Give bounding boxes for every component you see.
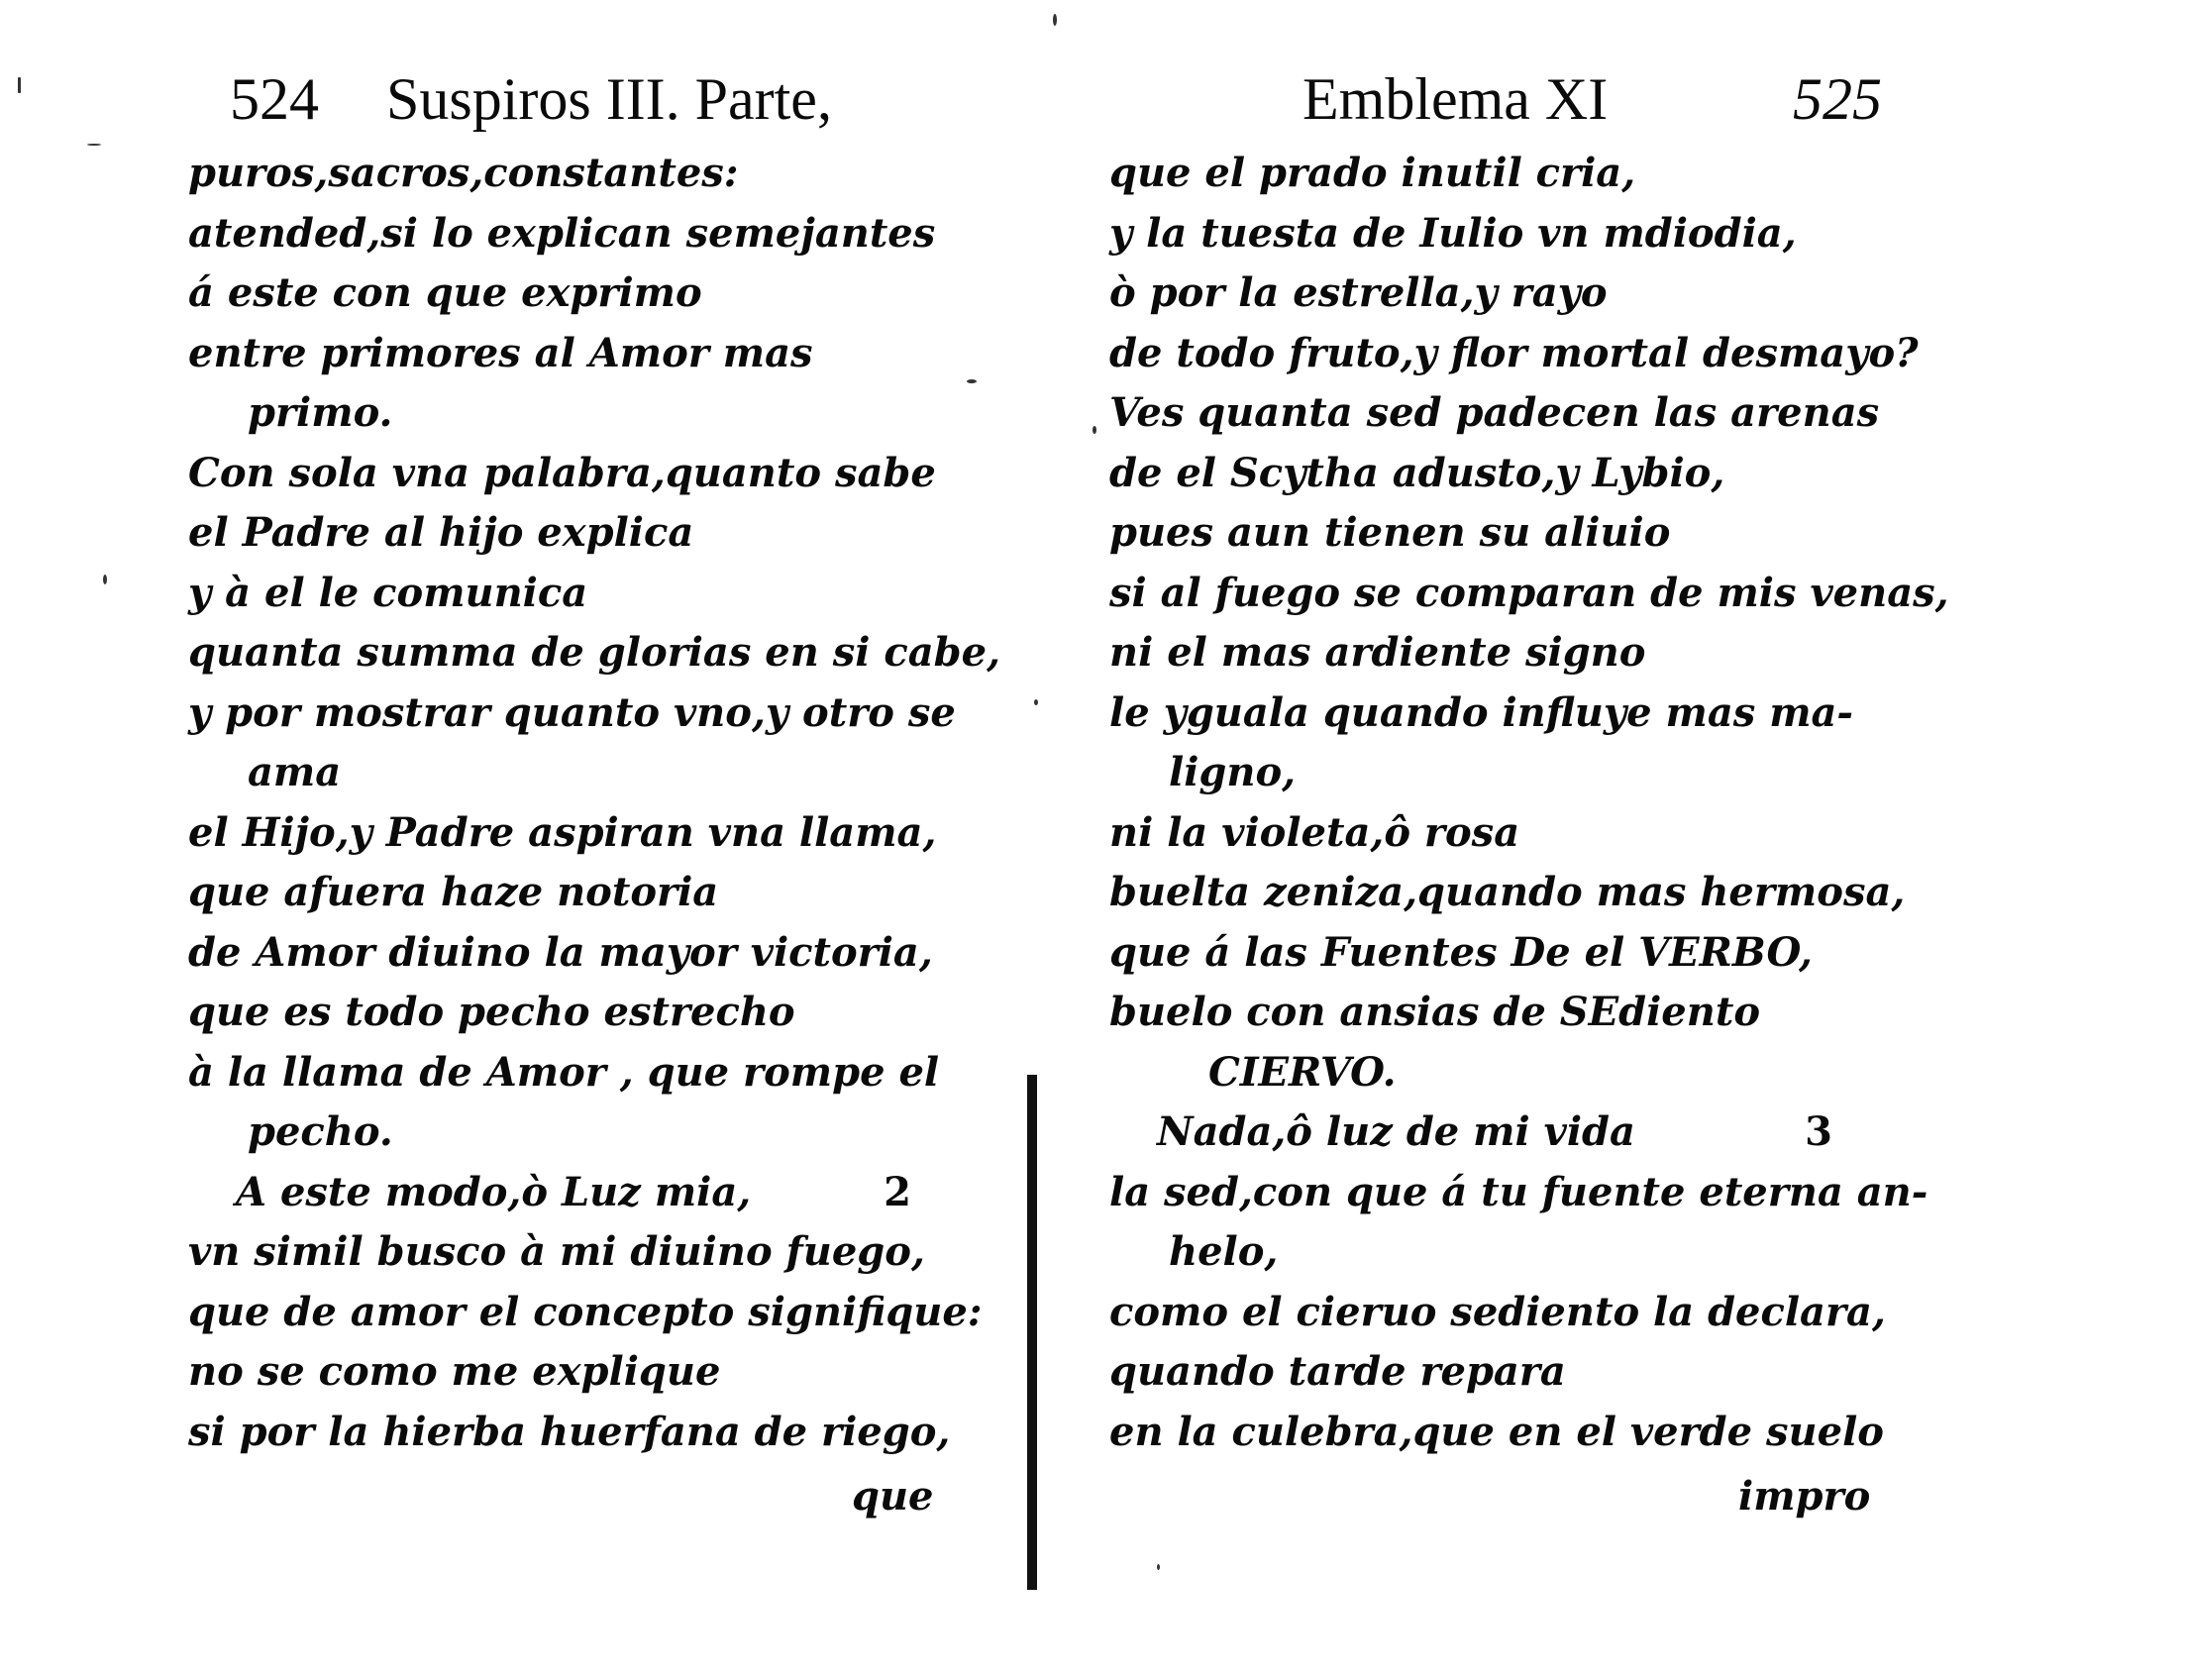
verse-line: [1109, 983, 1872, 1043]
verse-line: [188, 923, 951, 984]
verse-line: [1109, 1102, 1872, 1163]
right-catchword-text: impro: [1738, 1473, 1871, 1520]
verse-line: [188, 983, 951, 1043]
verse-line: [1109, 503, 1872, 564]
verse-line: [188, 1163, 951, 1223]
verse-line: [1109, 1283, 1886, 1343]
verse-line: [1109, 1342, 1872, 1403]
verse-line-text: la sed,con que á tu fuente eterna an-: [1109, 1168, 1928, 1215]
verse-line-text: que el prado inutil cria,: [1109, 150, 1636, 196]
verse-line: [1109, 803, 1872, 864]
verse-line: [1109, 263, 1872, 324]
scan-speck: [87, 144, 101, 146]
verse-line: [188, 803, 951, 864]
verse-line-text: primo.: [248, 389, 393, 436]
stanza-number: 3: [1805, 1108, 1832, 1155]
scan-speck: [967, 379, 977, 383]
verse-line: [188, 1043, 951, 1103]
verse-line-text: quando tarde repara: [1109, 1348, 1566, 1395]
verse-line-text: en la culebra,que en el verde suelo: [1109, 1408, 1884, 1455]
verse-line-text: CIERVO.: [1208, 1048, 1397, 1096]
right-head-title: Emblema XI: [1302, 66, 1609, 132]
right-verse-block: [1109, 144, 1949, 1462]
verse-line-text: de Amor diuino la mayor victoria,: [188, 928, 933, 976]
left-page: [188, 54, 1000, 1531]
verse-line-text: que afuera haze notoria: [188, 869, 719, 915]
verse-line: [1109, 1403, 1884, 1463]
verse-line: [1109, 923, 1872, 984]
verse-line: [188, 1283, 983, 1343]
verse-line-text: Ves quanta sed padecen las arenas: [1109, 389, 1880, 436]
verse-line-text: pecho.: [248, 1108, 393, 1155]
left-verse-block: [188, 144, 1000, 1462]
left-head-title: Suspiros III. Parte,: [386, 66, 832, 132]
verse-line: [188, 1102, 951, 1163]
verse-line: [1109, 683, 1872, 744]
verse-line-text: el Hijo,y Padre aspiran vna llama,: [188, 808, 937, 856]
verse-line-text: Con sola vna palabra,quanto sabe: [188, 449, 936, 496]
verse-line-text: quanta summa de glorias en si cabe,: [188, 629, 1000, 676]
scan-speck: [1157, 1564, 1160, 1570]
verse-line: [1109, 863, 1906, 923]
scan-speck: [1034, 699, 1038, 705]
right-running-head: [1109, 54, 1882, 144]
stanza-number: 2: [884, 1168, 911, 1215]
scan-speck: [1093, 426, 1096, 434]
scan-speck: [103, 575, 107, 584]
verse-line-text: ni la violeta,ô rosa: [1109, 808, 1520, 856]
verse-line: [1109, 564, 1949, 624]
verse-line-text: y por mostrar quanto vno,y otro se: [188, 688, 956, 736]
left-catchword: [188, 1462, 951, 1531]
verse-line-text: el Padre al hijo explica: [188, 509, 694, 556]
verse-line: [188, 564, 951, 624]
verse-line: [188, 1403, 951, 1463]
verse-line: [1109, 383, 1880, 444]
verse-line-text: pues aun tienen su aliuio: [1109, 509, 1671, 556]
verse-line: [188, 204, 951, 264]
right-folio: 525: [1793, 66, 1882, 132]
verse-line-text: atended,si lo explican semejantes: [188, 209, 936, 257]
verse-line-text: si por la hierba huerfana de riego,: [188, 1408, 951, 1455]
gutter-shadow: [1027, 1075, 1037, 1590]
verse-line-text: helo,: [1169, 1228, 1279, 1275]
verse-line-text: entre primores al Amor mas: [188, 329, 813, 376]
verse-line: [1109, 324, 1919, 384]
verse-line-text: que es todo pecho estrecho: [188, 989, 795, 1035]
verse-line-text: á este con que exprimo: [188, 269, 702, 316]
verse-line-text: que de amor el concepto signifique:: [188, 1288, 983, 1335]
verse-line: [188, 383, 951, 444]
left-catchword-text: que: [852, 1473, 934, 1520]
verse-line: [188, 683, 956, 744]
verse-line-text: ò por la estrella,y rayo: [1109, 269, 1608, 316]
verse-line: [188, 503, 951, 564]
verse-line-text: si al fuego se comparan de mis venas,: [1109, 569, 1949, 616]
verse-line: [188, 144, 951, 204]
verse-line-text: como el cieruo sediento la declara,: [1109, 1288, 1886, 1335]
verse-line: [188, 263, 951, 324]
verse-line: [188, 1222, 951, 1283]
verse-line-text: no se como me explique: [188, 1348, 721, 1395]
verse-line-text: ama: [248, 749, 342, 795]
verse-line: [1109, 623, 1872, 683]
verse-line: [1109, 144, 1872, 204]
verse-line-text: puros,sacros,constantes:: [188, 150, 739, 196]
verse-line-text: ni el mas ardiente signo: [1109, 629, 1646, 676]
verse-line-text: que á las Fuentes De el VERBO,: [1109, 928, 1813, 976]
verse-line-text: buelo con ansias de SEdiento: [1109, 989, 1760, 1035]
verse-line-text: à la llama de Amor , que rompe el: [188, 1048, 940, 1096]
verse-line-text: vn simil busco à mi diuino fuego,: [188, 1228, 925, 1275]
verse-line-text: buelta zeniza,quando mas hermosa,: [1109, 869, 1906, 915]
verse-line: [188, 743, 951, 803]
right-catchword: [1109, 1462, 1872, 1531]
verse-line: [1109, 743, 1872, 803]
verse-line-text: de todo fruto,y flor mortal desmayo?: [1109, 329, 1919, 376]
verse-line: [188, 324, 951, 384]
verse-line-text: de el Scytha adusto,y Lybio,: [1109, 449, 1725, 496]
right-page: [1109, 54, 1949, 1531]
verse-line-text: y la tuesta de Iulio vn mdiodia,: [1109, 209, 1797, 257]
verse-line: [1109, 1163, 1928, 1223]
verse-line-text: le yguala quando influye mas ma-: [1109, 688, 1854, 736]
scan-speck: [1053, 14, 1057, 26]
verse-line: [188, 623, 1000, 683]
verse-line-text: A este modo,ò Luz mia,: [236, 1168, 752, 1215]
verse-line: [1109, 444, 1872, 504]
verse-line-text: Nada,ô luz de mi vida: [1157, 1108, 1635, 1155]
left-folio: 524: [230, 66, 319, 132]
verse-line-text: y à el le comunica: [188, 569, 588, 616]
verse-line: [188, 863, 951, 923]
verse-line: [1109, 204, 1872, 264]
verse-line: [188, 1342, 951, 1403]
scan-speck: [18, 77, 21, 93]
verse-line: [188, 444, 951, 504]
left-running-head: [188, 54, 951, 144]
verse-line: [1109, 1043, 1872, 1103]
verse-line-text: ligno,: [1169, 749, 1297, 795]
verse-line: [1109, 1222, 1872, 1283]
